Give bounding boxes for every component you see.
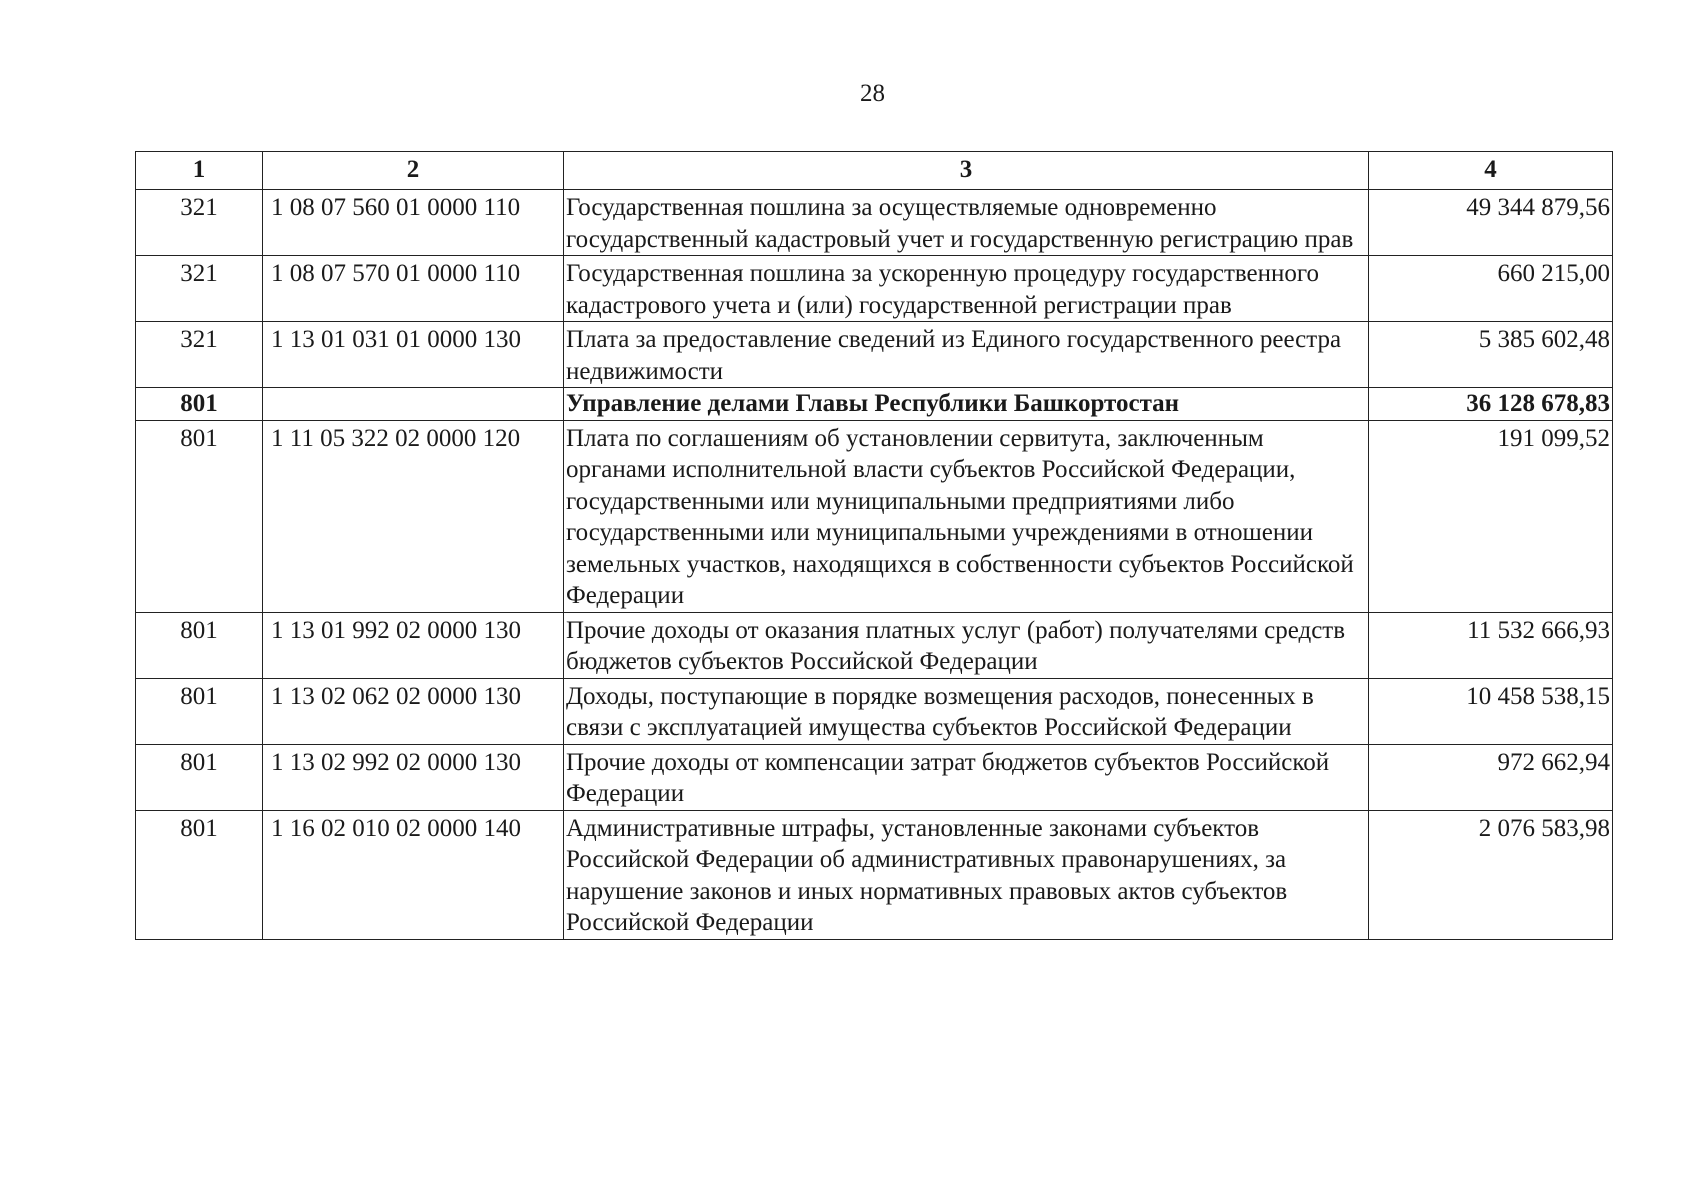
table-row bbox=[136, 678, 1613, 744]
row-description: Государственная пошлина за ускоренную процедуру государственного кадастрового учета и (или) государственной регистрации прав bbox=[564, 256, 1369, 322]
row-admin-code: 801 bbox=[136, 388, 263, 421]
table-row bbox=[136, 810, 1613, 939]
page-number: 28 bbox=[860, 80, 885, 107]
row-amount: 2 076 583,98 bbox=[1369, 810, 1613, 939]
row-description: Административные штрафы, установленные законами субъектов Российской Федерации об административных правонарушениях, за нарушение законов и иных нормативных правовых актов субъектов Российской Федерации bbox=[564, 810, 1369, 939]
row-budget-code: 1 13 01 031 01 0000 130 bbox=[263, 322, 564, 388]
row-budget-code: 1 13 02 062 02 0000 130 bbox=[263, 678, 564, 744]
row-budget-code: 1 08 07 560 01 0000 110 bbox=[263, 190, 564, 256]
row-amount: 10 458 538,15 bbox=[1369, 678, 1613, 744]
row-amount: 36 128 678,83 bbox=[1369, 388, 1613, 421]
table-row bbox=[136, 190, 1613, 256]
header-col-3: 3 bbox=[564, 152, 1369, 190]
table-row bbox=[136, 322, 1613, 388]
table-row bbox=[136, 744, 1613, 810]
row-budget-code: 1 13 01 992 02 0000 130 bbox=[263, 612, 564, 678]
row-amount: 11 532 666,93 bbox=[1369, 612, 1613, 678]
table-row bbox=[136, 612, 1613, 678]
row-amount: 191 099,52 bbox=[1369, 420, 1613, 612]
row-description: Плата за предоставление сведений из Единого государственного реестра недвижимости bbox=[564, 322, 1369, 388]
row-budget-code: 1 11 05 322 02 0000 120 bbox=[263, 420, 564, 612]
row-budget-code: 1 16 02 010 02 0000 140 bbox=[263, 810, 564, 939]
row-admin-code: 321 bbox=[136, 256, 263, 322]
row-admin-code: 801 bbox=[136, 810, 263, 939]
row-amount: 660 215,00 bbox=[1369, 256, 1613, 322]
row-description: Плата по соглашениям об установлении сервитута, заключенным органами исполнительной власти субъектов Российской Федерации, государственными или муниципальными предприятиями либо государственными или муниципальными учреждениями в отношении земельных участков, находящихся в собственности субъектов Российской Федерации bbox=[564, 420, 1369, 612]
row-budget-code: 1 08 07 570 01 0000 110 bbox=[263, 256, 564, 322]
row-budget-code bbox=[263, 388, 564, 421]
row-admin-code: 801 bbox=[136, 612, 263, 678]
row-budget-code: 1 13 02 992 02 0000 130 bbox=[263, 744, 564, 810]
row-description: Доходы, поступающие в порядке возмещения расходов, понесенных в связи с эксплуатацией имущества субъектов Российской Федерации bbox=[564, 678, 1369, 744]
row-description: Управление делами Главы Республики Башкортостан bbox=[564, 388, 1369, 421]
row-admin-code: 801 bbox=[136, 420, 263, 612]
table-header bbox=[136, 152, 1613, 190]
header-col-1: 1 bbox=[136, 152, 263, 190]
table-body bbox=[136, 190, 1613, 940]
row-description: Прочие доходы от оказания платных услуг (работ) получателями средств бюджетов субъектов Российской Федерации bbox=[564, 612, 1369, 678]
header-row bbox=[136, 152, 1613, 190]
header-col-2: 2 bbox=[263, 152, 564, 190]
row-description: Государственная пошлина за осуществляемые одновременно государственный кадастровый учет и государственную регистрацию прав bbox=[564, 190, 1369, 256]
header-col-4: 4 bbox=[1369, 152, 1613, 190]
table-row bbox=[136, 256, 1613, 322]
row-amount: 49 344 879,56 bbox=[1369, 190, 1613, 256]
row-admin-code: 321 bbox=[136, 190, 263, 256]
row-description: Прочие доходы от компенсации затрат бюджетов субъектов Российской Федерации bbox=[564, 744, 1369, 810]
row-admin-code: 801 bbox=[136, 678, 263, 744]
row-admin-code: 321 bbox=[136, 322, 263, 388]
row-admin-code: 801 bbox=[136, 744, 263, 810]
row-amount: 5 385 602,48 bbox=[1369, 322, 1613, 388]
table-row bbox=[136, 420, 1613, 612]
revenue-table bbox=[135, 151, 1613, 940]
revenue-table-container bbox=[135, 151, 1612, 940]
table-row-total bbox=[136, 388, 1613, 421]
row-amount: 972 662,94 bbox=[1369, 744, 1613, 810]
